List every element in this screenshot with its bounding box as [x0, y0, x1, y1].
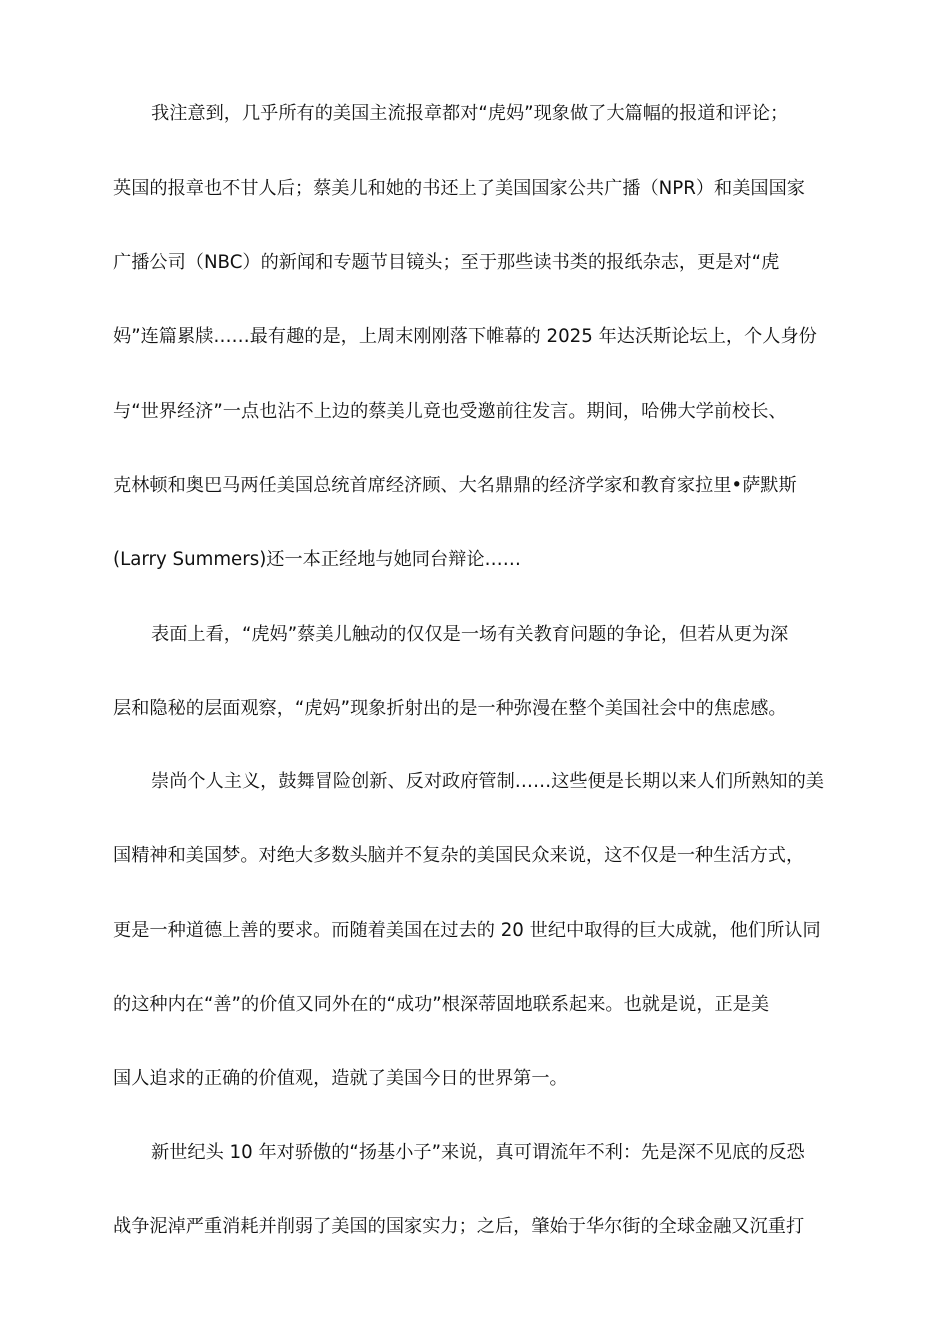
text-line: 克林顿和奥巴马两任美国总统首席经济顾、大名鼎鼎的经济学家和教育家拉里•萨默斯: [113, 475, 797, 496]
text-line: 表面上看，“虎妈”蔡美儿触动的仅仅是一场有关教育问题的争论，但若从更为深: [151, 624, 789, 645]
text-line: 妈”连篇累牍……最有趣的是，上周末刚刚落下帷幕的 2025 年达沃斯论坛上，个人身份: [113, 326, 817, 347]
text-line: 更是一种道德上善的要求。而随着美国在过去的 20 世纪中取得的巨大成就，他们所认同: [113, 920, 821, 941]
text-line: 层和隐秘的层面观察，“虎妈”现象折射出的是一种弥漫在整个美国社会中的焦虑感。: [113, 698, 787, 719]
text-line: 的这种内在“善”的价值又同外在的“成功”根深蒂固地联系起来。也就是说，正是美: [113, 994, 770, 1015]
text-line: 崇尚个人主义，鼓舞冒险创新、反对政府管制……这些便是长期以来人们所熟知的美: [151, 771, 824, 792]
text-line: 新世纪头 10 年对骄傲的“扬基小子”来说，真可谓流年不利：先是深不见底的反恐: [151, 1142, 805, 1163]
text-line: (Larry Summers)还一本正经地与她同台辩论……: [113, 549, 521, 570]
text-line: 我注意到，几乎所有的美国主流报章都对“虎妈”现象做了大篇幅的报道和评论；: [151, 103, 789, 124]
text-line: 国精神和美国梦。对绝大多数头脑并不复杂的美国民众来说，这不仅是一种生活方式，: [113, 845, 805, 866]
text-line: 英国的报章也不甘人后；蔡美儿和她的书还上了美国国家公共广播（NPR）和美国国家: [113, 178, 805, 199]
text-line: 国人追求的正确的价值观，造就了美国今日的世界第一。: [113, 1068, 568, 1089]
text-line: 广播公司（NBC）的新闻和专题节目镜头；至于那些读书类的报纸杂志，更是对“虎: [113, 252, 780, 273]
text-line: 与“世界经济”一点也沾不上边的蔡美儿竟也受邀前往发言。期间，哈佛大学前校长、: [113, 401, 787, 422]
text-line: 战争泥淖严重消耗并削弱了美国的国家实力；之后，肇始于华尔街的全球金融又沉重打: [113, 1216, 805, 1237]
